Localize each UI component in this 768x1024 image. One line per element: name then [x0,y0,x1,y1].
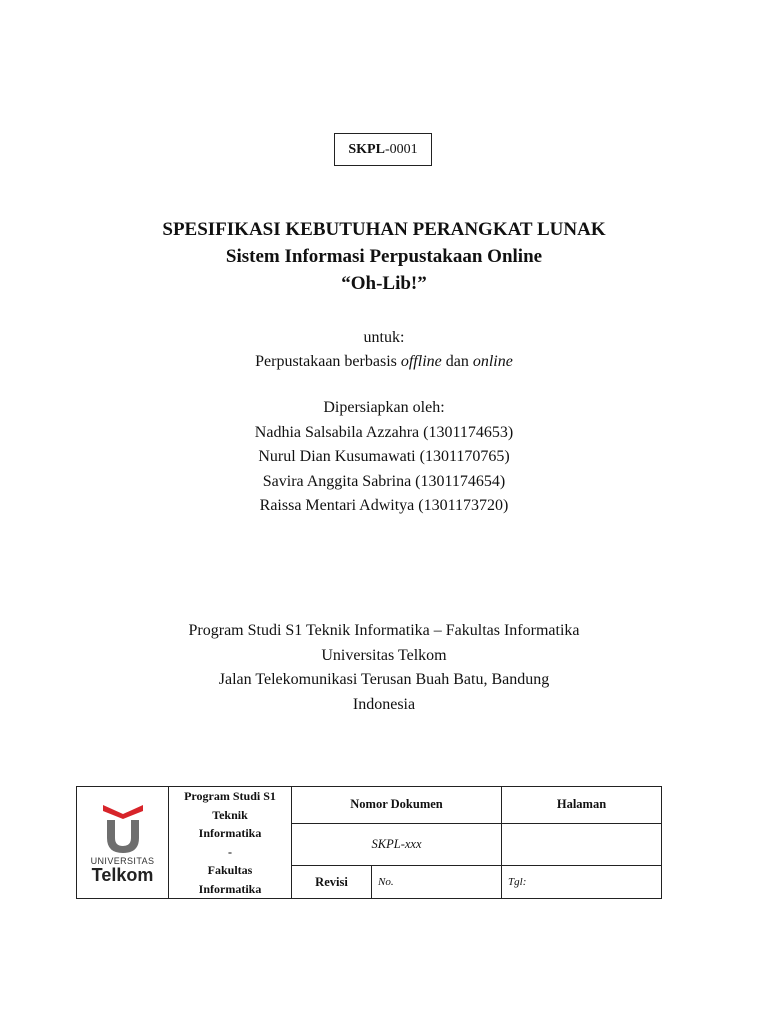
skpl-number-value: SKPL-xxx [292,823,502,866]
institution-line-2: Universitas Telkom [321,646,447,664]
for-label: untuk: [363,329,405,346]
telkom-logo-icon [101,802,145,854]
title-line-3: “Oh-Lib!” [341,273,427,294]
doc-code-prefix: SKPL [348,141,385,157]
author-name: Nadhia Salsabila Azzahra (1301174653) [254,423,514,441]
for-online: online [472,353,513,370]
prodi-cell [169,787,292,899]
logo-universitas-text: UNIVERSITAS [90,855,155,866]
institution-line-3: Jalan Telekomunikasi Terusan Buah Batu, Bandung [218,671,550,688]
document-footer-table [76,786,662,899]
prodi-line: Fakultas [207,863,253,877]
for-section [0,326,768,374]
revisi-number: No. [372,866,502,899]
revisi-date: Tgl: [502,866,662,899]
telkom-university-logo [77,802,168,884]
prodi-line: Informatika [198,881,262,896]
for-dan: dan [441,353,473,370]
author-name: Savira Anggita Sabrina (1301174654) [262,472,506,490]
halaman-header: Halaman [502,787,662,824]
title-line-1: SPESIFIKASI KEBUTUHAN PERANGKAT LUNAK [162,219,606,240]
logo-telkom-text: Telkom [91,864,154,885]
prodi-line: Program Studi S1 [184,789,276,803]
doc-code-suffix: -0001 [384,141,418,157]
prepared-by-section [0,396,768,519]
nomor-dokumen-header: Nomor Dokumen [292,787,502,824]
document-title [0,216,768,297]
prodi-line: - [228,844,232,859]
prodi-line: Teknik [212,807,248,822]
title-line-2: Sistem Informasi Perpustakaan Online [225,246,543,267]
halaman-value [502,823,662,866]
for-text-before: Perpustakaan berbasis [255,353,401,370]
institution-line-1: Program Studi S1 Teknik Informatika – Fakultas Informatika [188,622,580,639]
author-name: Nurul Dian Kusumawati (1301170765) [258,448,510,465]
document-code-box [334,133,432,166]
prepared-label: Dipersiapkan oleh: [323,399,445,416]
institution-line-4: Indonesia [352,695,416,713]
institution-section [0,619,768,717]
prodi-line: Informatika [198,826,262,840]
for-offline: offline [400,353,442,370]
author-name: Raissa Mentari Adwitya (1301173720) [259,497,509,514]
revisi-label: Revisi [292,866,372,899]
for-description [0,350,768,374]
logo-cell [77,787,169,899]
